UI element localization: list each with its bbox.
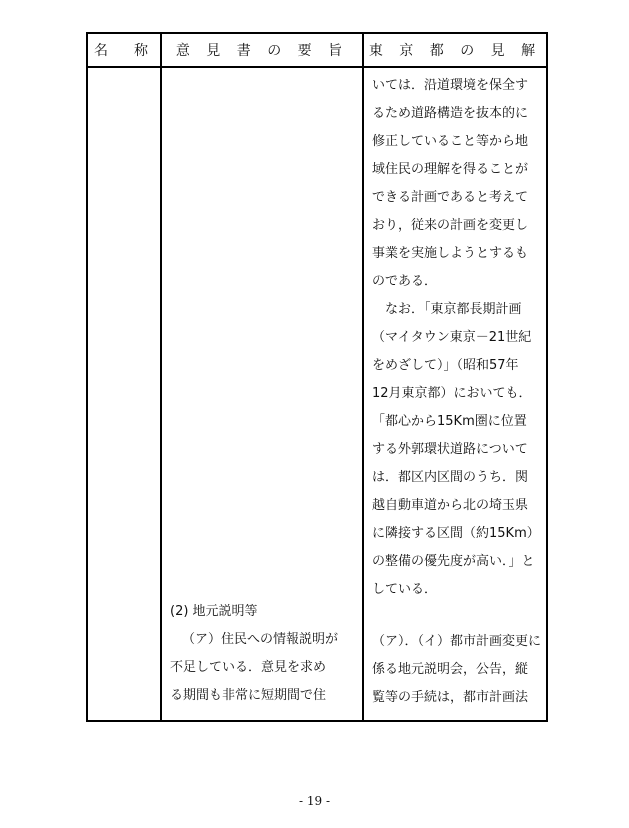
view-line: は．都区内区間のうち．関: [372, 470, 529, 485]
view-line: （マイタウン東京－21世紀: [372, 330, 532, 345]
view-line: 係る地元説明会，公告，縦: [372, 662, 529, 677]
column-divider-1: [160, 34, 162, 720]
view-line: の整備の優先度が高い．」と: [372, 554, 535, 569]
view-line: るため道路構造を抜本的に: [372, 106, 529, 121]
summary-line: （ア）住民への情報説明が: [182, 632, 339, 647]
view-line: なお．「東京都長期計画: [372, 302, 522, 317]
view-line: できる計画であると考えて: [372, 190, 529, 205]
view-line: に隣接する区間（約15Km）: [372, 526, 540, 541]
view-line: 修正していること等から地: [372, 134, 529, 149]
view-line: 覧等の手続は，都市計画法: [372, 690, 529, 705]
view-line: している．: [372, 582, 438, 597]
page-number: - 19 -: [298, 794, 330, 808]
column-divider-2: [362, 34, 364, 720]
header-name: 名 称: [94, 43, 154, 59]
header-summary: 意 見 書 の 要 旨: [175, 43, 349, 59]
summary-column-text: [170, 598, 360, 710]
view-line: をめざして）」（昭和57年: [372, 358, 519, 373]
view-column-text: [372, 72, 542, 604]
view-line: 越自動車道から北の埼玉県: [372, 498, 529, 513]
view-line: いては．沿道環境を保全す: [372, 78, 529, 93]
summary-line: る期間も非常に短期間で住: [170, 688, 327, 703]
view-line: （ア）．（イ）都市計画変更に: [372, 634, 542, 649]
opinion-table: [86, 32, 548, 722]
header-divider: [88, 66, 546, 68]
view-line: のである．: [372, 274, 438, 289]
view-line: する外郭環状道路について: [372, 442, 528, 457]
view-line: おり，従来の計画を変更し: [372, 218, 529, 233]
view-column-bottom-text: [372, 628, 542, 712]
view-line: 「都心から15Km圏に位置: [372, 414, 527, 429]
view-line: 事業を実施しようとするも: [372, 246, 529, 261]
summary-line: 不足している．意見を求め: [170, 660, 327, 675]
summary-heading: (2) 地元説明等: [170, 604, 258, 619]
view-line: 12月東京都）においても．: [372, 386, 532, 401]
view-line: 域住民の理解を得ることが: [372, 162, 529, 177]
header-view: 東 京 都 の 見 解: [368, 43, 542, 59]
